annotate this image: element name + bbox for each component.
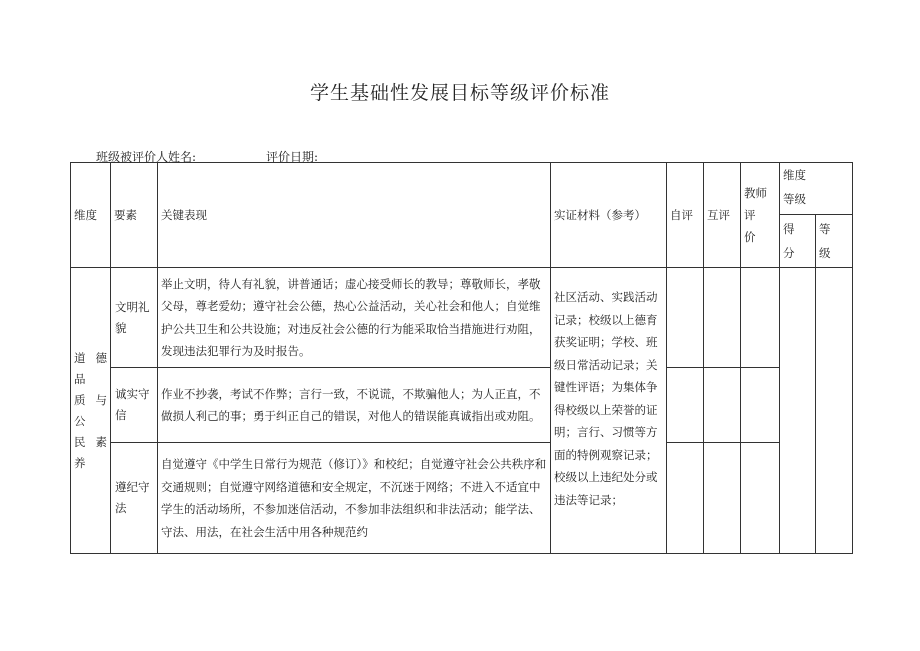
element-cell: 诚实守 信	[111, 368, 158, 443]
dimension-cell: 道德品 质与公 民素养	[71, 268, 111, 554]
header-dimension-level: 维度 等级	[780, 163, 853, 215]
header-grade: 等 级	[816, 215, 853, 268]
element-cell: 文明礼 貌	[111, 268, 158, 368]
self-eval-cell	[667, 443, 704, 554]
self-eval-cell	[667, 268, 704, 368]
header-key-performance: 关键表现	[158, 163, 551, 268]
header-dimension: 维度	[71, 163, 111, 268]
performance-cell: 作业不抄袭，考试不作弊；言行一致，不说谎，不欺骗他人；为人正直，不做损人利己的事；勇于纠正自己的错误，对他人的错误能真诚指出或劝阻。	[158, 368, 551, 443]
teacher-eval-cell	[741, 443, 780, 554]
header-teacher-eval: 教师 评 价	[741, 163, 780, 268]
page-title: 学生基础性发展目标等级评价标准	[309, 82, 610, 104]
performance-cell: 举止文明，待人有礼貌，讲普通话；虚心接受师长的教导；尊敬师长，孝敬父母，尊老爱幼；遵守社会公德，热心公益活动，关心社会和他人；自觉维护公共卫生和公共设施；对违反社会公德的行为能采取恰当措施进行劝阻，发现违法犯罪行为及时报告。	[158, 268, 551, 368]
header-element: 要素	[111, 163, 158, 268]
self-eval-cell	[667, 368, 704, 443]
header-score: 得 分	[780, 215, 816, 268]
evaluation-table	[70, 162, 853, 554]
teacher-eval-cell	[741, 268, 780, 368]
peer-eval-cell	[704, 443, 741, 554]
score-cell	[780, 268, 816, 554]
element-cell: 遵纪守 法	[111, 443, 158, 554]
evidence-cell: 社区活动、实践活动记录；校级以上德育获奖证明；学校、班级日常活动记录；关键性评语；为集体争得校级以上荣誉的证明；言行、习惯等方面的特例观察记录；校级以上违纪处分或违法等记录；	[551, 268, 667, 554]
class-name-label: 班级被评价人姓名:	[96, 150, 197, 164]
peer-eval-cell	[704, 368, 741, 443]
teacher-eval-cell	[741, 368, 780, 443]
performance-cell: 自觉遵守《中学生日常行为规范（修订）》和校纪；自觉遵守社会公共秩序和交通规则；自觉遵守网络道德和安全规定，不沉迷于网络；不进入不适宜中学生的活动场所，不参加迷信活动，不参加非法组织和非法活动；能学法、守法、用法，在社会生活中用各种规范约	[158, 443, 551, 554]
table-row	[71, 368, 853, 443]
header-peer-eval: 互评	[704, 163, 741, 268]
header-self-eval: 自评	[667, 163, 704, 268]
table-row	[71, 268, 853, 368]
date-label: 评价日期:	[266, 150, 319, 164]
table-row	[71, 443, 853, 554]
peer-eval-cell	[704, 268, 741, 368]
grade-cell	[816, 268, 853, 554]
header-evidence: 实证材料（参考）	[551, 163, 667, 268]
